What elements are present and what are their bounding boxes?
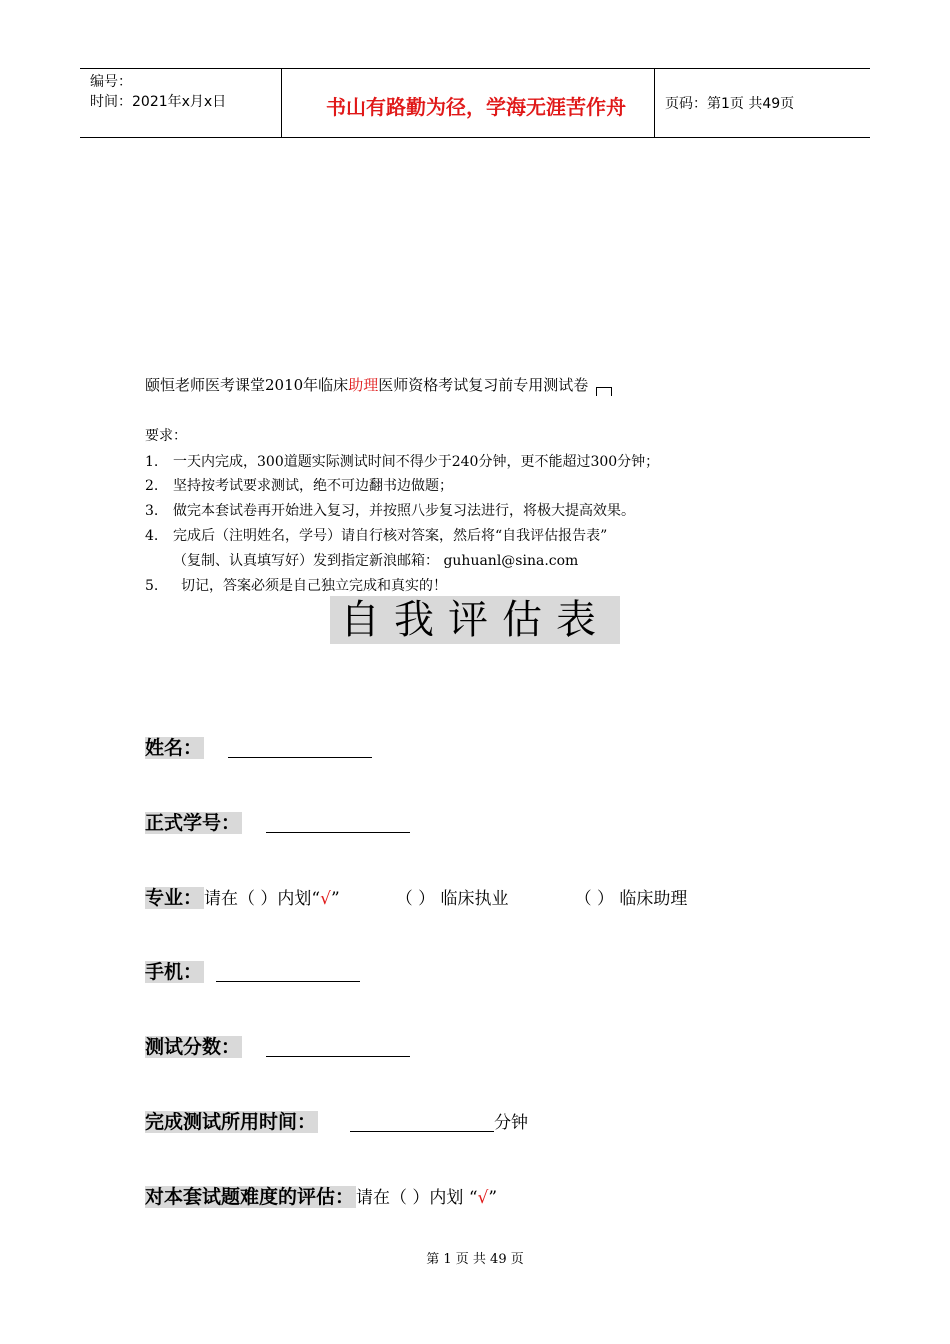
page-footer: 第 1 页 共 49 页: [426, 1252, 524, 1267]
header-divider: [281, 69, 282, 137]
time-blank[interactable]: [350, 1113, 494, 1132]
time-row: [145, 1107, 528, 1134]
major-label: 专业：: [145, 887, 203, 909]
header-meta: [90, 72, 226, 112]
name-blank[interactable]: [228, 739, 372, 758]
student-id-label: 正式学号：: [145, 812, 241, 834]
page-header: [80, 68, 870, 138]
score-row: [145, 1032, 410, 1059]
major-instruction: 请在（ ）内划“√”: [204, 889, 340, 909]
requirement-item: 5. 切记，答案必须是自己独立完成和真实的！: [145, 578, 447, 594]
section-marker-icon: [596, 387, 612, 396]
form-title: 自我评估表: [330, 596, 620, 644]
check-mark-icon: √: [320, 889, 331, 909]
title-part-2: 医师资格考试复习前专用测试卷: [378, 376, 589, 394]
code-label: 编号：: [90, 74, 132, 90]
difficulty-instruction: 请在（ ）内划 “√”: [356, 1188, 498, 1208]
phone-blank[interactable]: [216, 963, 360, 982]
date-label: 时间：2021年x月x日: [90, 94, 227, 110]
title-part-1: 颐恒老师医考课堂2010年临床: [145, 376, 349, 394]
requirement-item: 2. 坚持按考试要求测试，绝不可边翻书边做题；: [145, 478, 453, 494]
name-field-row: [145, 733, 372, 760]
major-option-assistant[interactable]: （ ） 临床助理: [574, 889, 688, 909]
student-id-blank[interactable]: [266, 814, 410, 833]
score-label: 测试分数：: [145, 1036, 241, 1058]
phone-row: [145, 957, 360, 984]
difficulty-row: [145, 1182, 497, 1209]
name-label: 姓名：: [145, 737, 203, 759]
requirement-item: 3. 做完本套试卷再开始进入复习，并按照八步复习法进行，将极大提高效果。: [145, 503, 635, 519]
score-blank[interactable]: [266, 1038, 410, 1057]
check-mark-icon: √: [477, 1188, 489, 1208]
requirement-item: 1. 一天内完成，300道题实际测试时间不得少于240分钟，更不能超过300分钟；: [145, 454, 660, 470]
student-id-row: [145, 808, 410, 835]
header-page-info: 页码：第1页 共49页: [665, 96, 795, 112]
header-divider: [654, 69, 655, 137]
header-motto: 书山有路勤为径，学海无涯苦作舟: [326, 95, 626, 119]
time-unit: 分钟: [494, 1113, 529, 1133]
document-title: [145, 374, 612, 396]
title-highlight: 助理: [348, 376, 379, 394]
phone-label: 手机：: [145, 961, 203, 983]
requirement-item: 4. 完成后（注明姓名，学号）请自行核对答案，然后将“自我评估报告表”: [145, 528, 608, 544]
major-option-practicing[interactable]: （ ） 临床执业: [395, 889, 509, 909]
major-row: [145, 883, 687, 910]
requirements-heading: 要求：: [145, 428, 187, 444]
requirement-item: （复制、认真填写好）发到指定新浪邮箱： guhuanl@sina.com: [173, 553, 579, 569]
time-label: 完成测试所用时间：: [145, 1111, 317, 1133]
difficulty-label: 对本套试题难度的评估：: [145, 1186, 355, 1208]
